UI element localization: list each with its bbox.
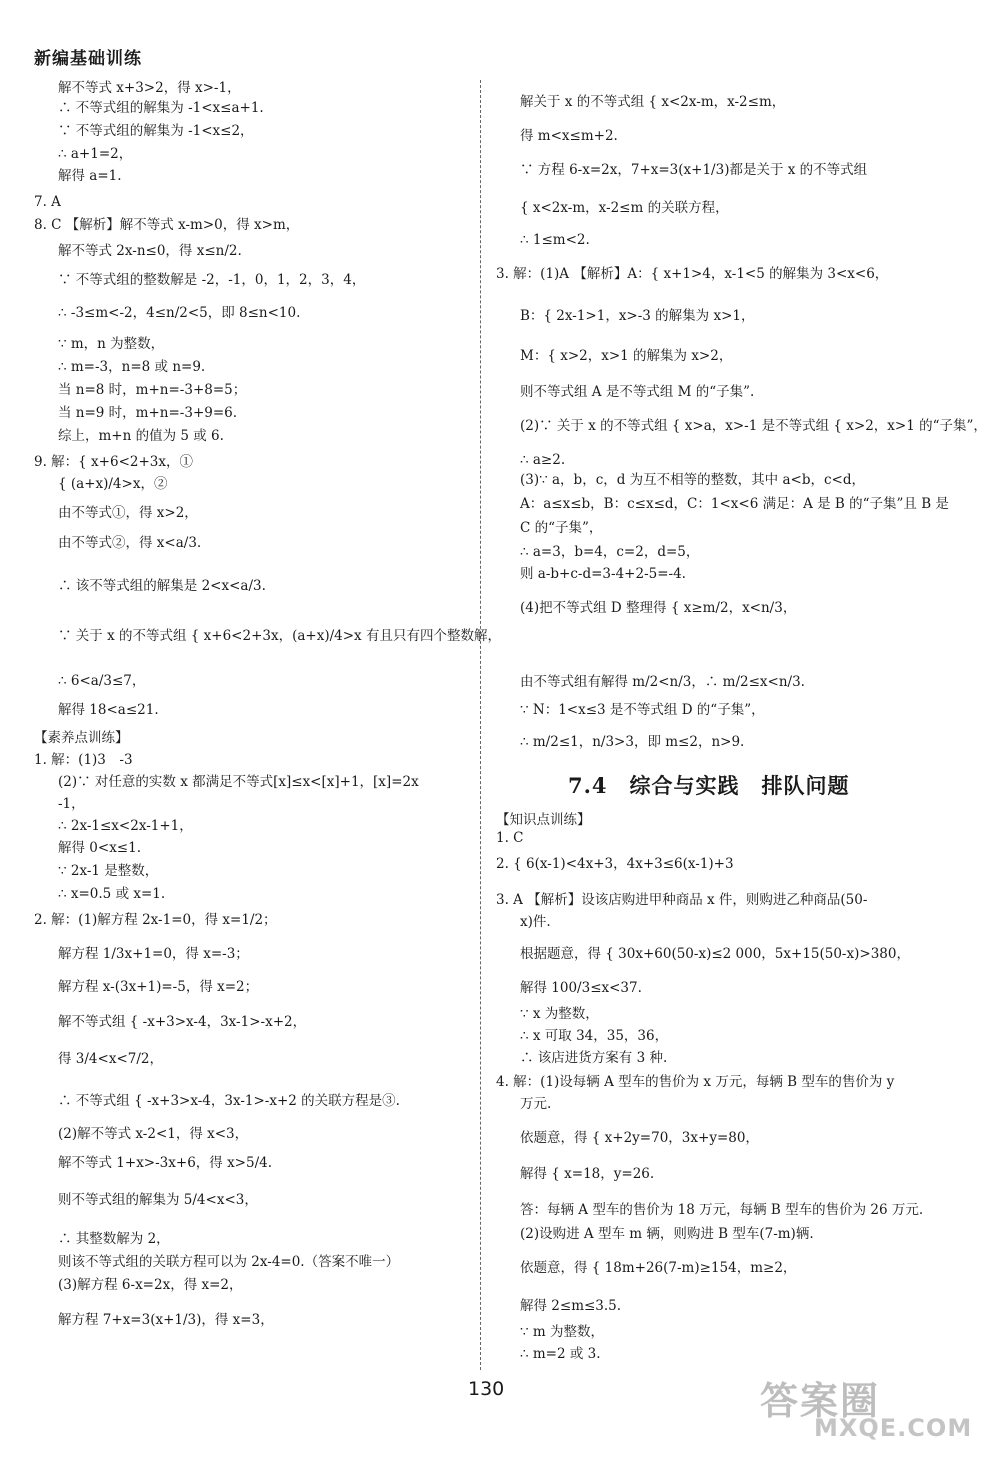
left-text-line: 解不等式组 { -x+3>x-4，3x-1>-x+2，: [58, 1014, 307, 1030]
right-text-line: ∴ a=3，b=4，c=2，d=5，: [520, 544, 700, 560]
column-divider: [480, 80, 481, 1370]
right-text-line: 则不等式组 A 是不等式组 M 的“子集”.: [520, 384, 755, 400]
right-text-line: 答：每辆 A 型车的售价为 18 万元，每辆 B 型车的售价为 26 万元.: [520, 1202, 924, 1218]
right-text-line: ∴ m=2 或 3.: [520, 1346, 601, 1362]
right-text-line: 根据题意，得 { 30x+60(50-x)≤2 000，5x+15(50-x)>380，: [520, 946, 910, 962]
watermark-text-top: 答案圈: [760, 1379, 881, 1423]
right-text-line: ∵ N：1<x≤3 是不等式组 D 的“子集”，: [520, 702, 765, 718]
left-text-line: ∵ 关于 x 的不等式组 { x+6<2+3x，(a+x)/4>x 有且只有四个整数解，: [58, 628, 501, 644]
left-text-line: ∴ x=0.5 或 x=1.: [58, 886, 166, 902]
right-text-line: A：a≤x≤b，B：c≤x≤d，C：1<x<6 满足：A 是 B 的“子集”且 B 是: [520, 496, 949, 512]
right-text-line: ∴ a≥2.: [520, 452, 566, 468]
left-text-line: 则该不等式组的关联方程可以为 2x-4=0.（答案不唯一）: [58, 1254, 400, 1270]
left-text-line: (3)解方程 6-x=2x，得 x=2，: [58, 1277, 243, 1293]
left-text-line: { (a+x)/4>x，②: [58, 476, 168, 492]
left-text-line: ∴ 不等式组的解集为 -1<x≤a+1.: [58, 100, 264, 116]
left-text-line: 解不等式 2x-n≤0，得 x≤n/2.: [58, 243, 242, 259]
left-text-line: ∴ -3≤m<-2，4≤n/2<5，即 8≤n<10.: [58, 305, 301, 321]
right-text-line: 【知识点训练】: [496, 812, 591, 828]
left-text-line: 当 n=9 时，m+n=-3+9=6.: [58, 405, 238, 421]
left-text-line: ∵ m，n 为整数，: [58, 336, 165, 352]
right-text-line: ∴ m/2≤1，n/3>3，即 m≤2，n>9.: [520, 734, 745, 750]
left-text-line: ∵ 不等式组的解集为 -1<x≤2，: [58, 123, 254, 139]
left-text-line: 解不等式 1+x>-3x+6，得 x>5/4.: [58, 1155, 273, 1171]
right-text-line: 得 m<x≤m+2.: [520, 128, 618, 144]
right-text-line: 1. C: [496, 830, 524, 846]
right-text-line: C 的“子集”，: [520, 520, 603, 536]
right-text-line: ∴ x 可取 34，35，36，: [520, 1028, 669, 1044]
right-text-line: 3. 解：(1)A 【解析】A：{ x+1>4，x-1<5 的解集为 3<x<6，: [496, 266, 889, 282]
page-number: 130: [468, 1378, 505, 1400]
left-text-line: ∴ m=-3，n=8 或 n=9.: [58, 359, 206, 375]
left-text-line: 解方程 7+x=3(x+1/3)，得 x=3，: [58, 1312, 274, 1328]
right-text-line: ∴ 该店进货方案有 3 种.: [520, 1050, 668, 1066]
left-text-line: 解方程 1/3x+1=0，得 x=-3；: [58, 946, 249, 962]
watermark-text-bottom: MXQE.COM: [814, 1414, 973, 1442]
left-text-line: 当 n=8 时，m+n=-3+8=5；: [58, 382, 247, 398]
right-text-line: (3)∵ a，b，c，d 为互不相等的整数，其中 a<b，c<d，: [520, 472, 865, 488]
left-text-line: ∴ 该不等式组的解集是 2<x<a/3.: [58, 578, 266, 594]
left-text-line: 解方程 x-(3x+1)=-5，得 x=2；: [58, 979, 259, 995]
right-text-line: 解得 2≤m≤3.5.: [520, 1298, 622, 1314]
left-text-line: ∵ 2x-1 是整数，: [58, 863, 159, 879]
left-text-line: ∴ 6<a/3≤7，: [58, 673, 146, 689]
right-text-line: ∵ x 为整数，: [520, 1006, 599, 1022]
right-text-line: 由不等式组有解得 m/2<n/3，∴ m/2≤x<n/3.: [520, 674, 805, 690]
left-text-line: 解不等式 x+3>2，得 x>-1，: [58, 80, 241, 96]
left-text-line: 则不等式组的解集为 5/4<x<3，: [58, 1192, 258, 1208]
right-text-line: 依题意，得 { x+2y=70，3x+y=80，: [520, 1130, 759, 1146]
left-text-line: (2)∵ 对任意的实数 x 都满足不等式[x]≤x<[x]+1，[x]=2x: [58, 774, 419, 790]
right-text-line: (2)设购进 A 型车 m 辆，则购进 B 型车(7-m)辆.: [520, 1226, 814, 1242]
left-text-line: 解得 0<x≤1.: [58, 840, 141, 856]
section-title: 7.4 综合与实践 排队问题: [568, 773, 850, 798]
right-text-line: (2)∵ 关于 x 的不等式组 { x>a，x>-1 是不等式组 { x>2，x>1 的“子集”，: [520, 418, 987, 434]
left-text-line: ∴ a+1=2，: [58, 146, 133, 162]
right-text-line: M：{ x>2，x>1 的解集为 x>2，: [520, 348, 733, 364]
left-text-line: 2. 解：(1)解方程 2x-1=0，得 x=1/2；: [34, 912, 277, 928]
left-text-line: 1. 解：(1)3 -3: [34, 752, 133, 768]
right-text-line: 4. 解：(1)设每辆 A 型车的售价为 x 万元，每辆 B 型车的售价为 y: [496, 1074, 895, 1090]
right-text-line: 依题意，得 { 18m+26(7-m)≥154，m≥2，: [520, 1260, 797, 1276]
right-text-line: 解关于 x 的不等式组 { x<2x-m，x-2≤m，: [520, 94, 786, 110]
left-text-line: 解得 18<a≤21.: [58, 702, 159, 718]
left-text-line: 解得 a=1.: [58, 168, 122, 184]
right-text-line: B：{ 2x-1>1，x>-3 的解集为 x>1，: [520, 308, 755, 324]
right-text-line: (4)把不等式组 D 整理得 { x≥m/2，x<n/3，: [520, 600, 797, 616]
left-text-line: ∴ 不等式组 { -x+3>x-4，3x-1>-x+2 的关联方程是③.: [58, 1093, 400, 1109]
left-text-line: 综上，m+n 的值为 5 或 6.: [58, 428, 224, 444]
left-text-line: 7. A: [34, 194, 61, 210]
left-text-line: (2)解不等式 x-2<1，得 x<3，: [58, 1126, 249, 1142]
left-text-line: 【素养点训练】: [34, 730, 129, 746]
left-text-line: 得 3/4<x<7/2，: [58, 1051, 163, 1067]
right-text-line: { x<2x-m，x-2≤m 的关联方程，: [520, 200, 729, 216]
right-text-line: 3. A 【解析】设该店购进甲种商品 x 件，则购进乙种商品(50-: [496, 892, 868, 908]
right-text-line: ∵ m 为整数，: [520, 1324, 604, 1340]
left-text-line: 9. 解：{ x+6<2+3x，①: [34, 454, 193, 470]
page-header-title: 新编基础训练: [34, 49, 142, 69]
right-text-line: 万元.: [520, 1096, 552, 1112]
right-text-line: 解得 { x=18，y=26.: [520, 1166, 655, 1182]
watermark-logo: [760, 1370, 990, 1450]
left-text-line: 由不等式②，得 x<a/3.: [58, 535, 202, 551]
right-text-line: 解得 100/3≤x<37.: [520, 980, 642, 996]
left-text-line: 8. C 【解析】解不等式 x-m>0，得 x>m，: [34, 217, 300, 233]
left-text-line: ∴ 其整数解为 2，: [58, 1231, 170, 1247]
right-text-line: ∵ 方程 6-x=2x，7+x=3(x+1/3)都是关于 x 的不等式组: [520, 162, 868, 178]
right-text-line: 则 a-b+c-d=3-4+2-5=-4.: [520, 566, 686, 582]
right-text-line: 2. { 6(x-1)<4x+3，4x+3≤6(x-1)+3: [496, 856, 734, 872]
right-text-line: ∴ 1≤m<2.: [520, 232, 590, 248]
left-text-line: -1，: [58, 796, 85, 812]
left-text-line: ∴ 2x-1≤x<2x-1+1，: [58, 818, 193, 834]
left-text-line: ∵ 不等式组的整数解是 -2，-1，0，1，2，3，4，: [58, 272, 366, 288]
left-text-line: 由不等式①，得 x>2，: [58, 505, 198, 521]
right-text-line: x)件.: [520, 914, 551, 930]
